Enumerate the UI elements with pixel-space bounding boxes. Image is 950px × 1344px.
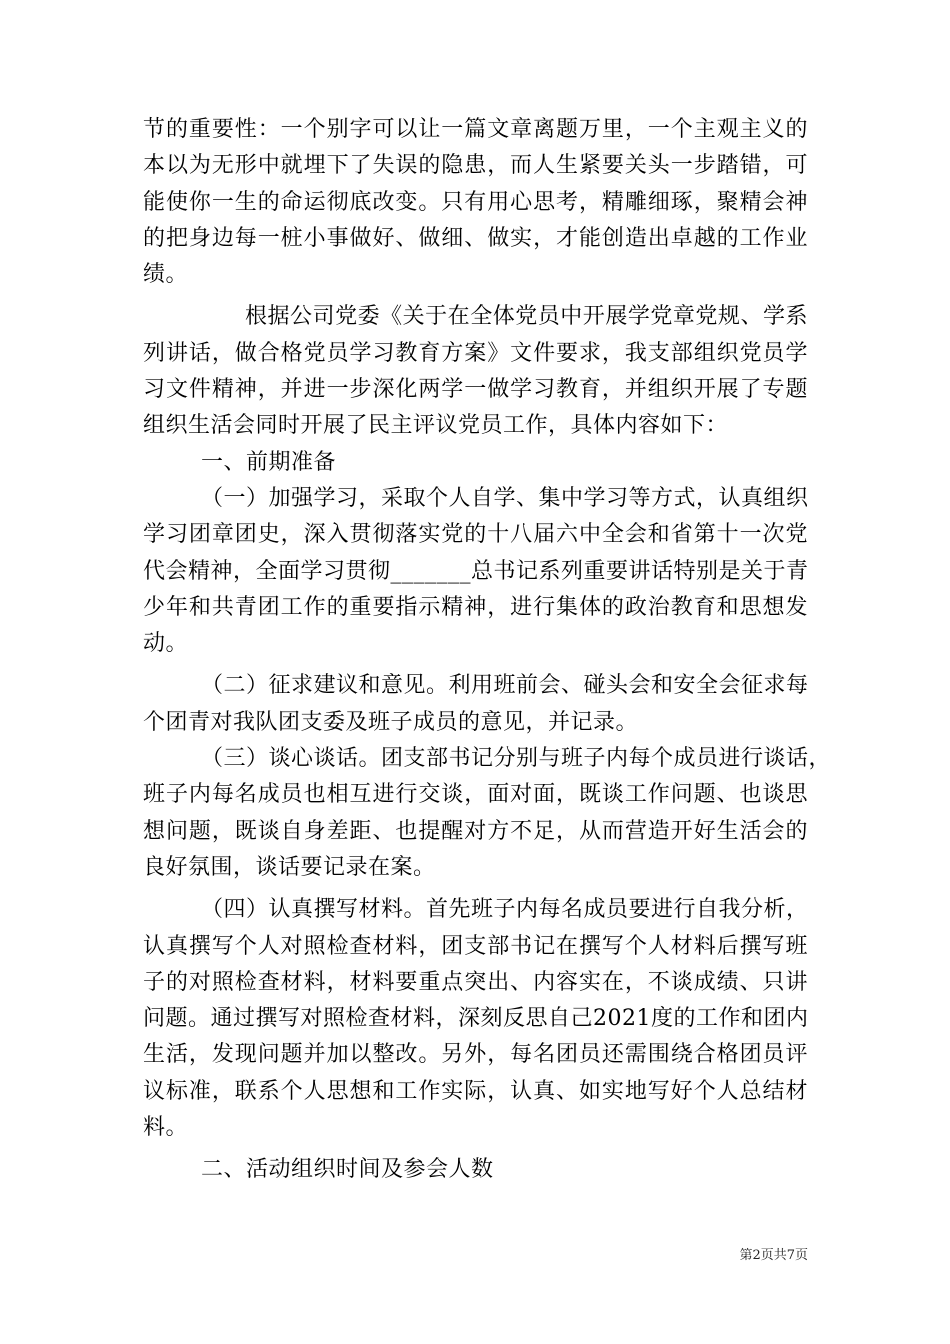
text-line: （二）征求建议和意见。利用班前会、碰头会和安全会征求每	[201, 673, 809, 699]
section-heading: 二、活动组织时间及参会人数	[201, 1157, 494, 1183]
text-line: 绩。	[143, 262, 189, 288]
text-line: 子的对照检查材料，材料要重点突出、内容实在，不谈成绩、只讲	[143, 969, 808, 995]
text-line: 生活，发现问题并加以整改。另外，每名团员还需围绕合格团员评	[143, 1042, 808, 1068]
text-line: （四）认真撰写材料。首先班子内每名成员要进行自我分析，	[201, 897, 809, 923]
text-line: 少年和共青团工作的重要指示精神，进行集体的政治教育和思想发	[143, 594, 808, 620]
paragraph-background	[143, 299, 808, 444]
text-line: 组织生活会同时开展了民主评议党员工作，具体内容如下：	[143, 413, 729, 439]
paragraph-talks	[143, 741, 832, 886]
text-line: 代会精神，全面学习贯彻_______总书记系列重要讲话特别是关于青	[143, 558, 809, 584]
paragraph-intro-continuation	[143, 112, 808, 293]
document-body	[143, 112, 832, 1189]
text-line: 的把身边每一桩小事做好、做细、做实，才能创造出卓越的工作业	[143, 225, 808, 251]
text-line: 节的重要性：一个别字可以让一篇文章离题万里，一个主观主义的	[143, 117, 808, 142]
text-line: 列讲话，做合格党员学习教育方案》文件要求，我支部组织党员学	[143, 340, 808, 366]
text-line: 动。	[143, 631, 189, 657]
text-line: 根据公司党委《关于在全体党员中开展学党章党规、学系	[245, 304, 808, 330]
text-line: （一）加强学习，采取个人自学、集中学习等方式，认真组织	[201, 485, 809, 511]
text-line: （三）谈心谈话。团支部书记分别与班子内每个成员进行谈话，	[201, 746, 832, 772]
text-line: 认真撰写个人对照检查材料，团支部书记在撰写个人材料后撰写班	[143, 933, 808, 959]
paragraph-study	[143, 481, 808, 662]
text-line: 能使你一生的命运彻底改变。只有用心思考，精雕细琢，聚精会神	[143, 189, 808, 215]
section-heading-preparation	[143, 445, 808, 481]
text-line: 班子内每名成员也相互进行交谈，面对面，既谈工作问题、也谈思	[143, 782, 808, 808]
text-line: 想问题，既谈自身差距、也提醒对方不足，从而营造开好生活会的	[143, 818, 808, 844]
text-line: 个团青对我队团支委及班子成员的意见，并记录。	[143, 709, 639, 735]
paragraph-opinions	[143, 668, 808, 741]
section-heading: 一、前期准备	[201, 449, 337, 475]
text-line: 良好氛围，谈话要记录在案。	[143, 854, 436, 880]
page-number: 第2页共7页	[739, 1248, 808, 1263]
section-heading-schedule	[143, 1152, 808, 1188]
text-line: 本以为无形中就埋下了失误的隐患，而人生紧要关头一步踏错，可	[143, 153, 808, 179]
text-line: 习文件精神，并进一步深化两学一做学习教育，并组织开展了专题	[143, 377, 808, 403]
text-line: 问题。通过撰写对照检查材料，深刻反思自己2021度的工作和团内	[143, 1006, 809, 1032]
paragraph-materials	[143, 892, 808, 1146]
text-line: 学习团章团史，深入贯彻落实党的十八届六中全会和省第十一次党	[143, 522, 808, 548]
text-line: 议标准，联系个人思想和工作实际，认真、如实地写好个人总结材	[143, 1078, 808, 1104]
text-line: 料。	[143, 1115, 189, 1141]
